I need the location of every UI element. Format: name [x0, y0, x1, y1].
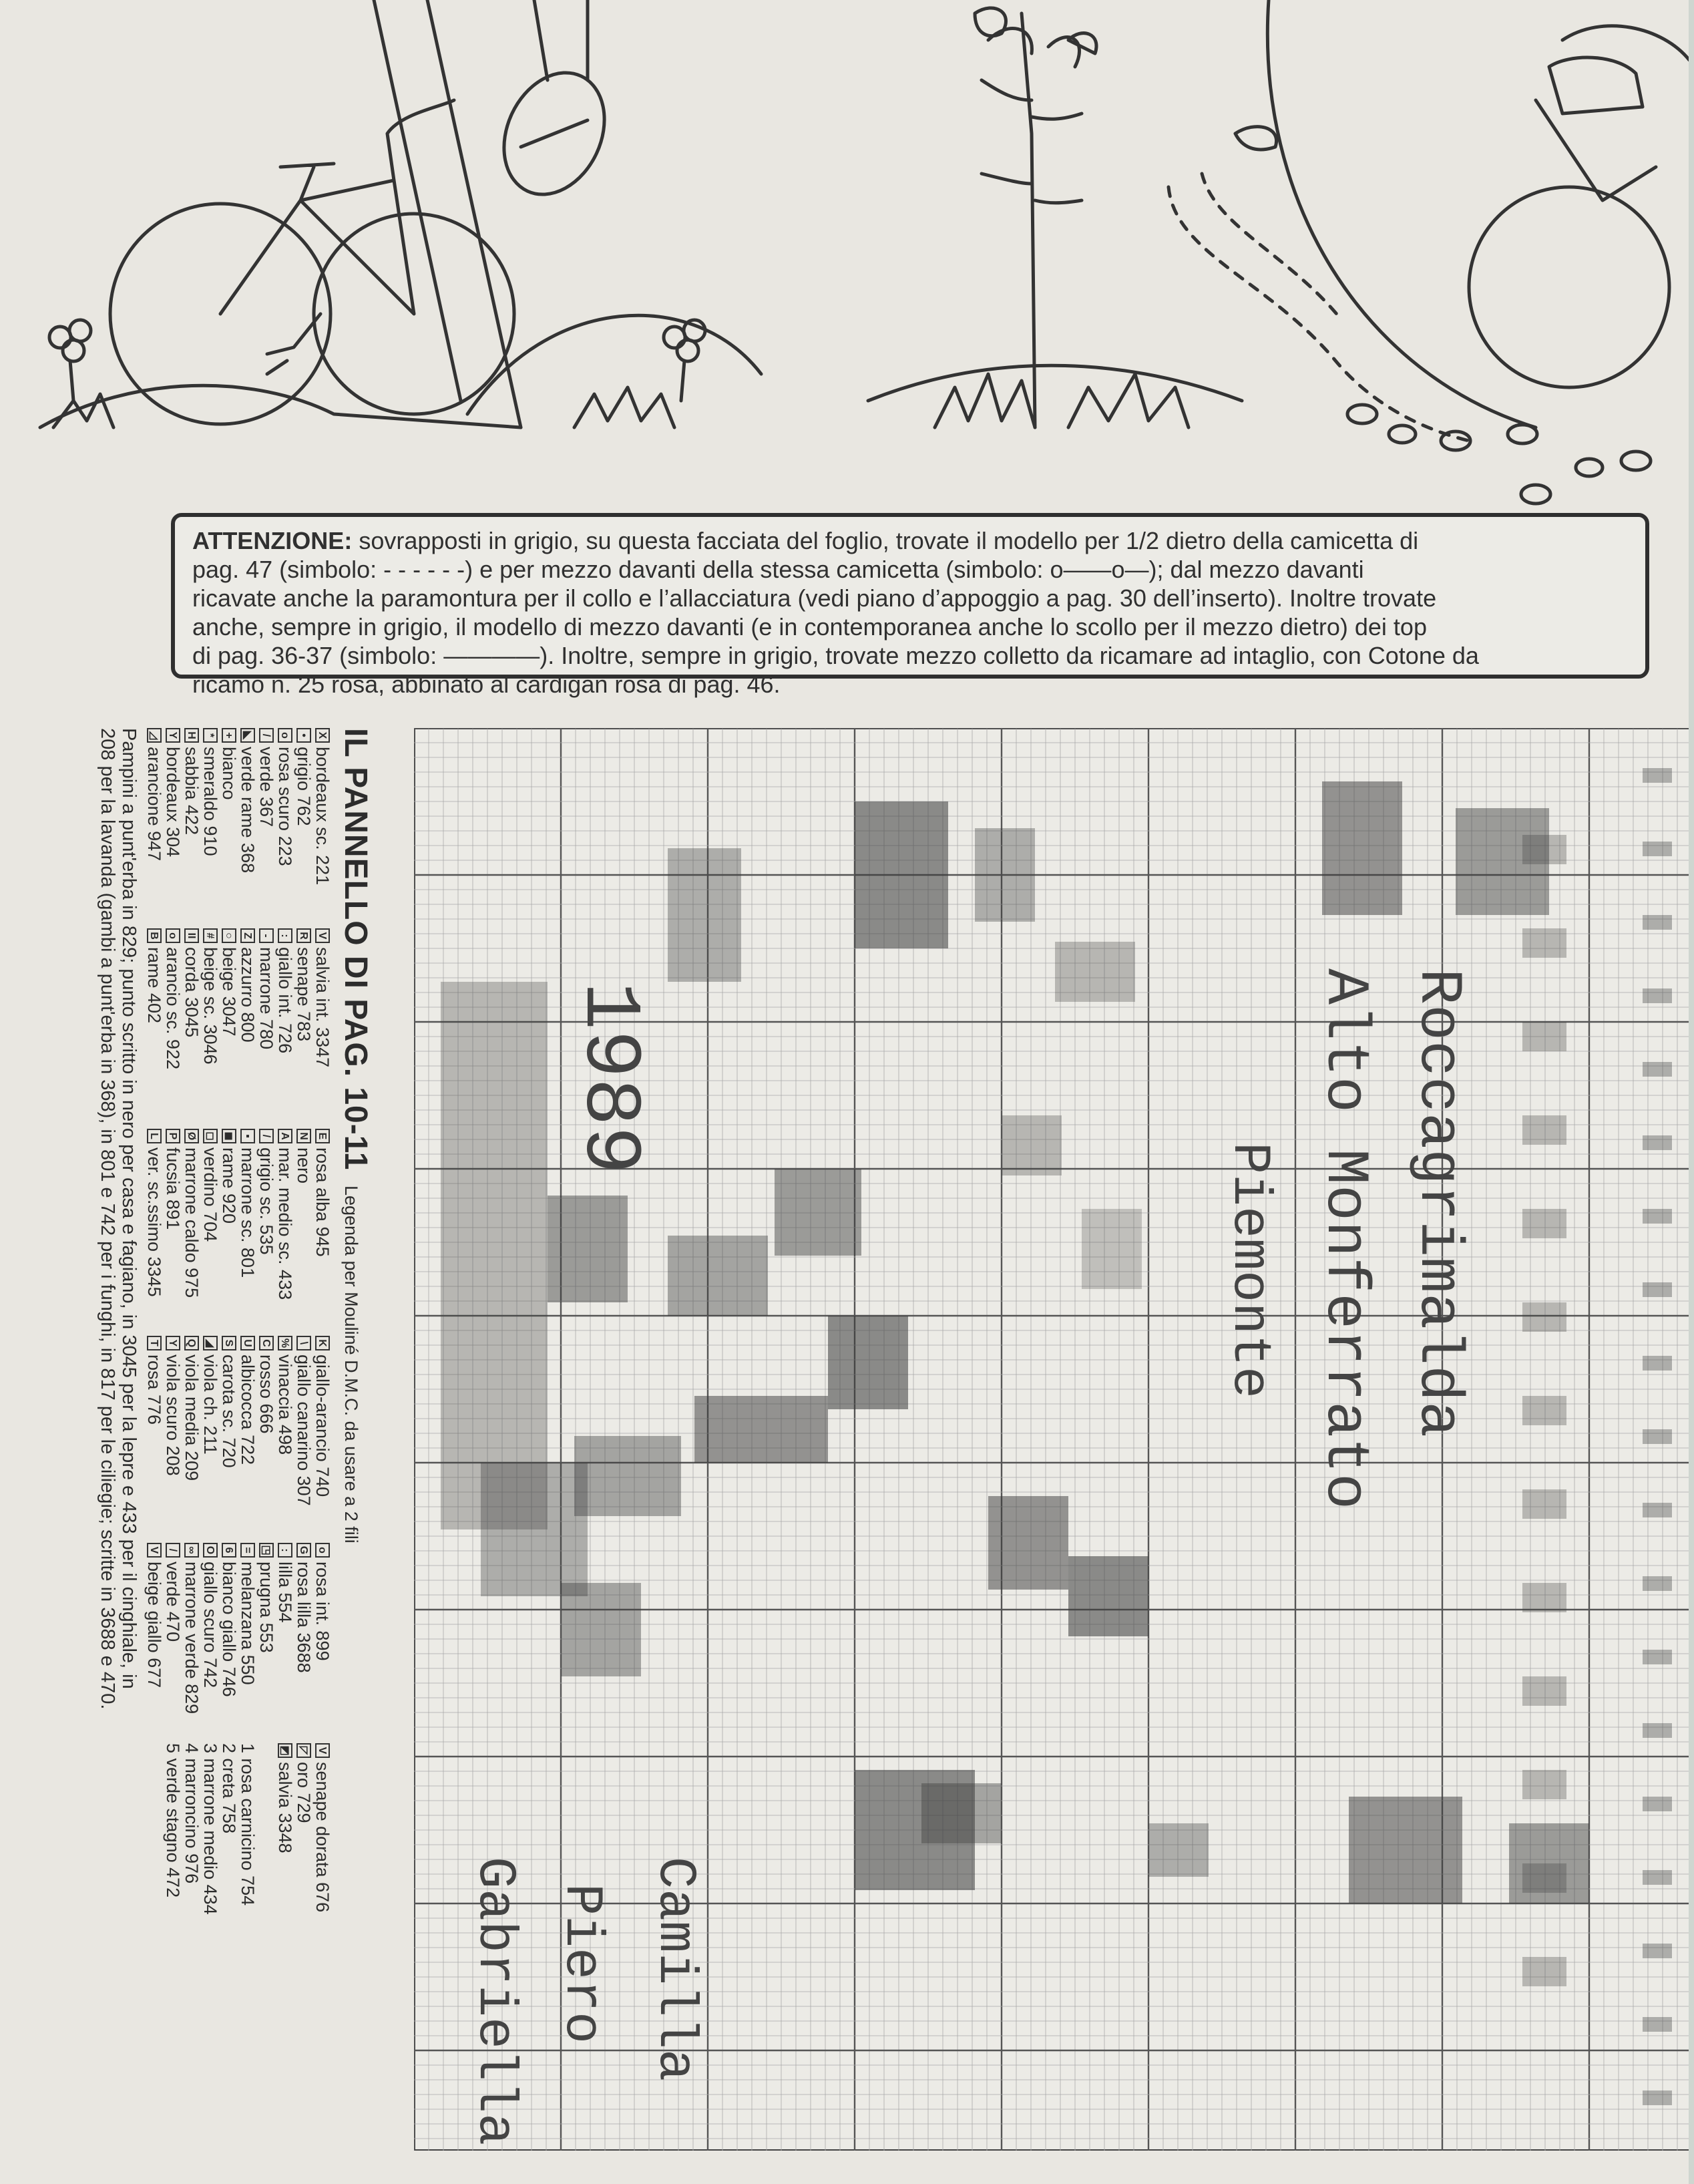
legend-item: [257, 1543, 276, 1743]
legend-item: [313, 1543, 332, 1743]
legend-symbol: A: [278, 1129, 292, 1143]
stitch-motif: [561, 1583, 641, 1676]
legend-label: rosa int. 899: [312, 1562, 333, 1661]
legend-item: [145, 928, 164, 1129]
embroidery-illustration: [0, 0, 1694, 508]
legend-symbol: •: [296, 728, 311, 743]
legend-symbol: +: [222, 728, 236, 743]
legend-item: [257, 1743, 276, 1944]
legend-label: giallo canarino 307: [294, 1354, 314, 1506]
legend-item: [276, 1743, 294, 1944]
legend-symbol: :: [278, 1543, 292, 1558]
legend-symbol: /: [259, 728, 274, 743]
legend-item: [313, 1336, 332, 1543]
legend-label: verdino 704: [200, 1147, 220, 1242]
legend-item: [182, 1743, 201, 1944]
stitch-motif: [921, 1783, 1002, 1843]
legend-symbol: H: [184, 728, 199, 743]
stitch-motif: [1522, 1676, 1566, 1706]
legend-label: arancio sc. 922: [163, 947, 183, 1070]
legend-symbol: ◳: [259, 1543, 274, 1558]
legend-item: [182, 1336, 201, 1543]
stitch-motif: [1522, 1489, 1566, 1519]
notice-line-6: ricamo n. 25 rosa, abbinato al cardigan rosa di pag. 46.: [192, 671, 781, 698]
legend-item: [145, 728, 164, 928]
legend-label: azzurro 800: [238, 947, 258, 1043]
legend-label: viola scuro 208: [163, 1354, 183, 1476]
legend-item: [294, 728, 313, 928]
legend-item: [313, 1129, 332, 1336]
legend-label: grigio sc. 535: [256, 1147, 276, 1255]
legend-label: smeraldo 910: [200, 747, 220, 856]
stitch-motif: [1522, 1957, 1566, 1986]
legend-symbol: -: [259, 928, 274, 943]
legend-item: [276, 1336, 294, 1543]
legend-item: [220, 928, 238, 1129]
legend-symbol: o: [278, 728, 292, 743]
legend-item: [257, 728, 276, 928]
legend-label: carota sc. 720: [219, 1354, 239, 1468]
stitch-motif: [1068, 1556, 1148, 1636]
legend-block: [87, 728, 374, 2151]
legend-symbol: =: [240, 1543, 255, 1558]
legend-item: [164, 1543, 182, 1743]
stitch-motif: [1522, 1583, 1566, 1612]
legend-symbol: Y: [166, 728, 180, 743]
legend-label: 4 marroncino 976: [182, 1743, 202, 1884]
stitch-motif: [1643, 1135, 1672, 1150]
legend-label: 1 rosa carnicino 754: [238, 1743, 258, 1906]
chart-place-1: Roccagrimalda: [1404, 968, 1472, 1438]
legend-symbol: Ø: [184, 1129, 199, 1143]
legend-label: giallo-arancio 740: [312, 1354, 333, 1497]
legend-symbol: R: [296, 928, 311, 943]
legend-symbol: ◢: [203, 1336, 218, 1350]
stitch-motif: [1349, 1797, 1462, 1903]
legend-item: [201, 728, 220, 928]
legend-label: sabbia 422: [182, 747, 202, 836]
legend-label: marrone sc. 801: [238, 1147, 258, 1278]
stitch-motif: [1522, 1863, 1566, 1893]
notice-line-3: ricavate anche la paramontura per il collo e l’allacciatura (vedi piano d’appoggio a pag. 30 dell’inserto). Inoltre trovate: [192, 584, 1437, 612]
stitch-motif: [1643, 1944, 1672, 1958]
legend-item: [294, 1336, 313, 1543]
stitch-motif: [548, 1196, 628, 1302]
notice-line-5: di pag. 36-37 (simbolo: ————). Inoltre, sempre in grigio, trovate mezzo colletto da ricamare ad intaglio, con Cotone da: [192, 642, 1479, 669]
legend-symbol: P: [166, 1129, 180, 1143]
stitch-motif: [1643, 1429, 1672, 1444]
legend-symbol: %: [278, 1336, 292, 1350]
legend-label: corda 3045: [182, 947, 202, 1038]
legend-symbol: E: [315, 1129, 330, 1143]
stitch-motif: [1643, 1797, 1672, 1811]
legend-title: IL PANNELLO DI PAG. 10-11: [338, 728, 373, 1171]
legend-symbol: II: [184, 928, 199, 943]
legend-item: [257, 1336, 276, 1543]
stitch-motif: [1522, 1302, 1566, 1332]
legend-item: [276, 728, 294, 928]
legend-item: [164, 1336, 182, 1543]
legend-item: [276, 1543, 294, 1743]
legend-column-1: [145, 728, 332, 928]
legend-item: [313, 728, 332, 928]
legend-label: beige 3047: [219, 947, 239, 1037]
legend-label: verde 367: [256, 747, 276, 828]
legend-item: [276, 1129, 294, 1336]
legend-label: salvia int. 3347: [312, 947, 333, 1068]
legend-item: [238, 728, 257, 928]
legend-column-6: [145, 1743, 332, 1944]
legend-item: [182, 1543, 201, 1743]
attention-notice: [171, 513, 1649, 698]
stitch-motif: [1522, 1396, 1566, 1425]
legend-symbol: 6: [222, 1543, 236, 1558]
legend-symbol: S: [222, 1336, 236, 1350]
legend-columns: [145, 728, 332, 2151]
stitch-motif: [1643, 1650, 1672, 1664]
legend-symbol: Q: [184, 1336, 199, 1350]
stitch-motif: [1055, 942, 1135, 1002]
legend-symbol: Z: [240, 928, 255, 943]
legend-label: melanzana 550: [238, 1562, 258, 1685]
stitch-motif: [1643, 1356, 1672, 1371]
legend-symbol: Y: [166, 1336, 180, 1350]
legend-item: [164, 928, 182, 1129]
legend-label: giallo scuro 742: [200, 1562, 220, 1688]
legend-label: rosa scuro 223: [275, 747, 295, 866]
legend-label: rame 920: [219, 1147, 239, 1224]
legend-symbol: ◸: [296, 1743, 311, 1758]
legend-subtitle: Legenda per Mouliné D.M.C. da usare a 2 fili: [341, 1185, 361, 1543]
stitch-motif: [1643, 1870, 1672, 1885]
stitch-motif: [1082, 1209, 1142, 1289]
legend-symbol: /: [259, 1129, 274, 1143]
stitch-motif: [1643, 915, 1672, 930]
stitch-motif: [1522, 1209, 1566, 1238]
legend-item: [182, 928, 201, 1129]
stitch-motif: [1522, 835, 1566, 864]
legend-item: [257, 928, 276, 1129]
legend-item: [238, 1129, 257, 1336]
legend-symbol: T: [147, 1336, 162, 1350]
stitch-motif: [1522, 1022, 1566, 1051]
legend-column-5: [145, 1543, 332, 1743]
stitch-motif: [1522, 928, 1566, 958]
legend-item: [220, 1336, 238, 1543]
legend-item: [313, 1743, 332, 1944]
stitch-motif: [975, 828, 1035, 922]
stitch-motif: [1643, 1062, 1672, 1077]
legend-item: [220, 1129, 238, 1336]
legend-symbol: ◣: [240, 728, 255, 743]
notice-line-2: pag. 47 (simbolo: - - - - - -) e per mezzo davanti della stessa camicetta (simbolo: o——o—); dal mezzo davanti: [192, 556, 1364, 583]
legend-symbol: ◻: [203, 1129, 218, 1143]
legend-label: rosa alba 945: [312, 1147, 333, 1257]
legend-label: bianco: [219, 747, 239, 800]
legend-symbol: V: [315, 1743, 330, 1758]
legend-label: senape dorata 676: [312, 1762, 333, 1913]
stitch-motif: [855, 801, 948, 948]
legend-symbol: ◼: [222, 1129, 236, 1143]
legend-label: verde rame 368: [238, 747, 258, 874]
legend-label: marrone caldo 975: [182, 1147, 202, 1298]
legend-label: lilla 554: [275, 1562, 295, 1623]
legend-label: verde 470: [163, 1562, 183, 1642]
legend-column-2: [145, 928, 332, 1129]
legend-item: [238, 928, 257, 1129]
legend-label: vinaccia 498: [275, 1354, 295, 1455]
legend-item: [145, 1129, 164, 1336]
legend-item: [145, 1543, 164, 1743]
legend-label: nero: [294, 1147, 314, 1184]
legend-label: marrone verde 829: [182, 1562, 202, 1714]
legend-item: [201, 928, 220, 1129]
stitch-motif: [775, 1169, 861, 1256]
legend-notes: [97, 728, 140, 2151]
legend-label: beige sc. 3046: [200, 947, 220, 1065]
legend-note-1: Pampini a punt'erba in 829; punto scritto in nero per casa e fagiano, in 3045 per la lepre e 433 per il cinghiale, in: [118, 728, 140, 1689]
legend-symbol: ◿: [147, 728, 162, 743]
notice-line-4: anche, sempre in grigio, il modello di mezzo davanti (e in contemporanea anche lo scollo per il mezzo dietro) dei top: [192, 613, 1427, 641]
legend-item: [201, 1743, 220, 1944]
legend-item: [294, 928, 313, 1129]
legend-item: [294, 1543, 313, 1743]
legend-label: giallo int. 726: [275, 947, 295, 1054]
legend-item: [164, 1743, 182, 1944]
legend-item: [294, 1129, 313, 1336]
page-edge: [1689, 0, 1694, 2184]
legend-label: mar. medio sc. 433: [275, 1147, 295, 1300]
stitch-motif: [1643, 988, 1672, 1003]
stitch-motif: [668, 1236, 768, 1316]
legend-symbol: V: [315, 928, 330, 943]
chart-name-1: Camilla: [644, 1857, 705, 2082]
chart-name-2: Piero: [551, 1883, 612, 2044]
legend-label: oro 729: [294, 1762, 314, 1823]
stitch-motif: [1148, 1823, 1209, 1877]
stitch-motif: [1643, 842, 1672, 856]
legend-symbol: /: [166, 1543, 180, 1558]
legend-item: [145, 1336, 164, 1543]
stitch-motif: [1002, 1115, 1062, 1175]
legend-item: [238, 1336, 257, 1543]
legend-label: grigio 762: [294, 747, 314, 826]
legend-symbol: X: [315, 728, 330, 743]
legend-label: senape 783: [294, 947, 314, 1042]
stitch-motif: [1522, 1115, 1566, 1145]
legend-label: bianco giallo 746: [219, 1562, 239, 1697]
stitch-motif: [481, 1463, 588, 1596]
legend-item: [294, 1743, 313, 1944]
legend-symbol: :: [278, 928, 292, 943]
legend-symbol: ◩: [278, 1743, 292, 1758]
legend-item: [164, 728, 182, 928]
legend-symbol: L: [147, 1129, 162, 1143]
stitch-motif: [1643, 2090, 1672, 2105]
legend-label: prugna 553: [256, 1562, 276, 1653]
notice-label: ATTENZIONE:: [192, 527, 353, 554]
legend-symbol: ▪: [240, 1129, 255, 1143]
legend-item: [201, 1129, 220, 1336]
legend-label: 5 verde stagno 472: [163, 1743, 183, 1898]
legend-symbol: C: [259, 1336, 274, 1350]
legend-label: arancione 947: [144, 747, 164, 862]
legend-symbol: \: [296, 1336, 311, 1350]
stitch-motif: [694, 1396, 828, 1463]
stitch-motif: [1643, 768, 1672, 783]
chart-place-2: Alto Monferrato: [1310, 968, 1378, 1510]
stitch-motif: [828, 1316, 908, 1409]
legend-item: [201, 1543, 220, 1743]
legend-item: [220, 1743, 238, 1944]
legend-item: [238, 1543, 257, 1743]
legend-label: viola ch. 211: [200, 1354, 220, 1455]
legend-column-4: [145, 1336, 332, 1543]
stitch-motif: [1643, 1723, 1672, 1738]
stitch-motif: [1322, 781, 1402, 915]
legend-label: fucsia 891: [163, 1147, 183, 1230]
chart-place-3: Piemonte: [1219, 1142, 1279, 1399]
legend-note-2: 208 per la lavanda (gambi a punt'erba in 368), in 801 e 742 per i funghi, in 817 per le ciliegie; scritte in 3688 e 470.: [97, 728, 118, 1710]
legend-label: ver. sc.ssimo 3345: [144, 1147, 164, 1297]
legend-label: rosso 666: [256, 1354, 276, 1434]
notice-line-1: ATTENZIONE: sovrapposti in grigio, su questa facciata del foglio, trovate il modello per 1/2 dietro della camicetta di: [192, 527, 1419, 554]
legend-item: [313, 928, 332, 1129]
legend-label: 3 marrone medio 434: [200, 1743, 220, 1915]
legend-symbol: O: [203, 1543, 218, 1558]
legend-symbol: N: [296, 1129, 311, 1143]
legend-symbol: U: [240, 1336, 255, 1350]
legend-symbol: o: [166, 928, 180, 943]
legend-symbol: G: [296, 1543, 311, 1558]
stitch-motif: [574, 1436, 681, 1516]
legend-symbol: #: [203, 928, 218, 943]
stitch-motif: [668, 848, 741, 982]
legend-item: [276, 928, 294, 1129]
stitch-motif: [1643, 1282, 1672, 1297]
legend-label: bordeaux sc. 221: [312, 747, 333, 886]
legend-label: [257, 1743, 276, 1749]
legend-item: [182, 728, 201, 928]
legend-label: salvia 3348: [275, 1762, 295, 1853]
chart-name-3: Gabriella: [464, 1857, 525, 2146]
legend-symbol: B: [147, 928, 162, 943]
legend-item: [220, 1543, 238, 1743]
legend-label: bordeaux 304: [163, 747, 183, 858]
legend-label: viola media 209: [182, 1354, 202, 1481]
legend-symbol: *: [203, 728, 218, 743]
legend-label: marrone 780: [256, 947, 276, 1050]
legend-item: [257, 1129, 276, 1336]
stitch-motif: [1522, 1770, 1566, 1799]
stitch-motif: [988, 1496, 1068, 1590]
legend-item: [182, 1129, 201, 1336]
chart-year: 1989: [563, 982, 654, 1175]
legend-label: beige giallo 677: [144, 1562, 164, 1688]
legend-label: rame 402: [144, 947, 164, 1024]
legend-label: rosa lilla 3688: [294, 1562, 314, 1673]
stitch-motif: [1643, 2017, 1672, 2032]
legend-item: [220, 728, 238, 928]
stitch-motif: [1643, 1576, 1672, 1591]
stitch-motif: [441, 982, 548, 1529]
cross-stitch-chart: [414, 728, 1694, 2151]
legend-item: [238, 1743, 257, 1944]
legend-symbol: ○: [222, 928, 236, 943]
legend-symbol: o: [315, 1543, 330, 1558]
legend-symbol: K: [315, 1336, 330, 1350]
legend-symbol: ∞: [184, 1543, 199, 1558]
stitch-motif: [1643, 1209, 1672, 1224]
legend-item: [201, 1336, 220, 1543]
legend-label: albicocca 722: [238, 1354, 258, 1465]
legend-column-3: [145, 1129, 332, 1336]
stitch-motif: [1643, 1503, 1672, 1517]
legend-symbol: V: [147, 1543, 162, 1558]
legend-label: 2 creta 758: [219, 1743, 239, 1834]
legend-label: rosa 776: [144, 1354, 164, 1425]
legend-item: [164, 1129, 182, 1336]
